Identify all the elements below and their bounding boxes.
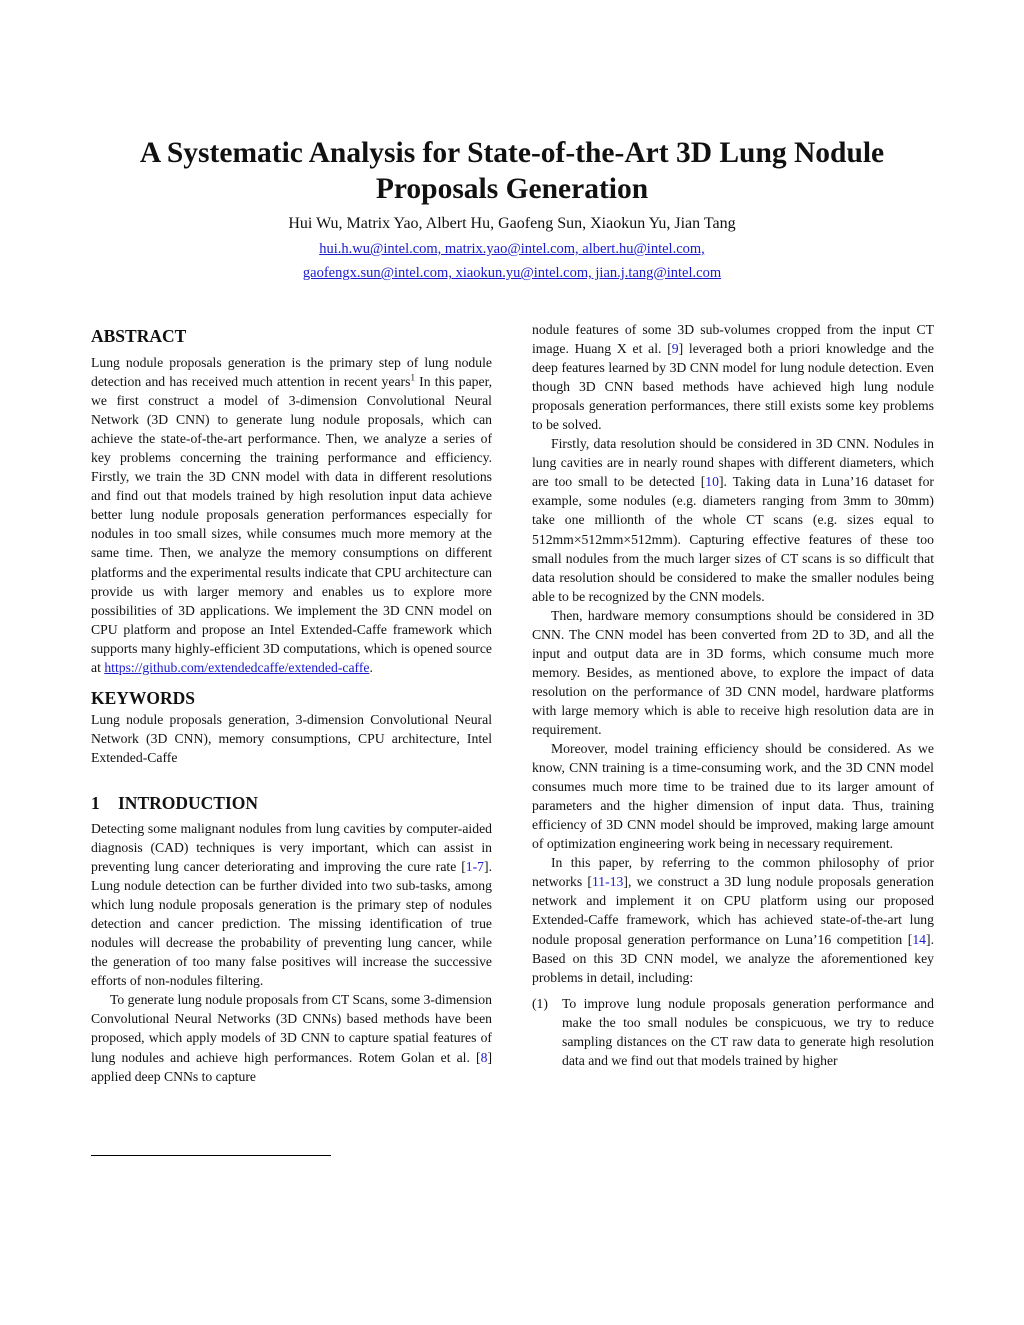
- author-emails: [60, 237, 964, 285]
- email-link-line-1[interactable]: hui.h.wu@intel.com, matrix.yao@intel.com, albert.hu@intel.com,: [319, 241, 705, 257]
- citation-link-1-7[interactable]: 1-7: [465, 859, 485, 875]
- author-list: Hui Wu, Matrix Yao, Albert Hu, Gaofeng Sun, Xiaokun Yu, Jian Tang: [288, 215, 736, 232]
- footnote-marker: 1: [410, 372, 415, 383]
- abstract-text-part-2: In this paper, we first construct a model of 3-dimension Convolutional Neural Network (3D CNN) to generate lung nodule proposals, which can achieve the state-of-the-art performance. Then, we analyze a series of key problems concerning the training performance and efficiency. Firstly, we train the 3D CNN model with data in different resolutions and find out that models trained by high resolution input data achieve better lung nodule proposals generation performances especially for nodules in too small sizes, while consumes much more memory at the same time. Then, we analyze the memory consumptions on different platforms and the experimental results indicate that CPU architecture can provide us with larger memory and enables us to explore more possibilities of 3D applications. We implement the 3D CNN model on CPU platform and propose an Intel Extended-Caffe framework which supports many highly-efficient 3D computations, which is opened source at: [91, 374, 493, 675]
- github-link[interactable]: https://github.com/extendedcaffe/extended-caffe: [104, 659, 370, 675]
- citation-link-11-13[interactable]: 11-13: [591, 874, 624, 890]
- intro-p1-text-a: Detecting some malignant nodules from lung cavities by computer-aided diagnosis (CAD) techniques is very important, which can assist in preventing lung cancer deteriorating and improving the cure rate [: [91, 820, 492, 875]
- right-paragraph-4: Moreover, model training efficiency should be considered. As we know, CNN training is a time-consuming work, and the 3D CNN model consumes much more time to be trained due to its larger amount of parameters and the higher dimension of input data. Thus, training efficiency of 3D CNN model should be improved, making large amount of optimization engineering work being in necessary requirement.: [532, 741, 934, 852]
- abstract-heading: ABSTRACT: [91, 326, 187, 346]
- left-column: [91, 324, 492, 1086]
- paper-title-line-1: A Systematic Analysis for State-of-the-Art 3D Lung Nodule: [139, 137, 885, 169]
- right-paragraph-2: [532, 434, 934, 605]
- keywords-heading: KEYWORDS: [91, 687, 196, 708]
- right-column: [532, 320, 934, 1070]
- footnote-divider: [91, 1155, 331, 1156]
- abstract-text-end: .: [369, 659, 373, 675]
- list-item-text: To improve lung nodule proposals generation performance and make the too small nodules be conspicuous, we try to reduce sampling distances on the CT raw data to generate high resolution data and we find out that models trained by higher: [562, 995, 934, 1068]
- paper-title: [60, 135, 964, 207]
- paper-title-line-2: Proposals Generation: [375, 173, 649, 205]
- introduction-heading: [91, 791, 492, 815]
- right-p1-text-b: ] leveraged both a priori knowledge and the deep features learned by 3D CNN model for lung nodule detection. Even though 3D CNN based methods have achieved high lung nodule proposals generation performances, there still exists some key problems to be solved.: [532, 341, 934, 433]
- keywords-paragraph: Lung nodule proposals generation, 3-dimension Convolutional Neural Network (3D CNN), memory consumptions, CPU architecture, Intel Extended-Caffe: [91, 711, 492, 765]
- intro-paragraph-2: [91, 990, 492, 1085]
- right-p5-text-c: ]. Based on this 3D CNN model, we analyze the aforementioned key problems in detail, including:: [532, 931, 934, 985]
- intro-p1-text-b: ]. Lung nodule detection can be further divided into two sub-tasks, among which lung nodule proposals generation is the primary step of nodules detection and cancer prediction. The missing identification of true nodules will decrease the probability of preventing lung cancer, while the generation of too many false positives will increase the successive efforts of non-nodules filtering.: [91, 859, 492, 989]
- right-paragraph-3: Then, hardware memory consumptions should be considered in 3D CNN. The CNN model has been converted from 2D to 3D, and all the input and output data are in 3D forms, which consume much more memory. Besides, as mentioned above, to explore the impact of data resolution on the performance of 3D CNN model, hardware platforms with large memory which is able to receive high resolution data are in requirement.: [532, 607, 934, 737]
- list-marker: (1): [532, 995, 548, 1011]
- abstract-paragraph: [91, 353, 492, 677]
- right-p2-text-b: ]. Taking data in Luna’16 dataset for example, some nodules (e.g. diameters ranging from 3mm to 30mm) take one millionth of the whole CT scans (e.g. sizes equal to 512mm×512mm×512mm). Capturing effective features of these too small nodules from the much larger sizes of CT scans is so difficult that data resolution should be considered to make the smaller nodules being able to be recognized by the CNN models.: [532, 474, 934, 604]
- right-paragraph-1: [532, 320, 934, 434]
- section-title: INTRODUCTION: [118, 792, 259, 813]
- list-item-1: [532, 994, 934, 1070]
- intro-paragraph-1: [91, 819, 492, 990]
- right-p2-text-a: Firstly, data resolution should be considered in 3D CNN. Nodules in lung cavities are in nearly round shapes with different diameters, which are too small to be detected [: [532, 436, 934, 490]
- citation-link-9[interactable]: 9: [671, 341, 679, 357]
- right-p5-text-a: In this paper, by referring to the common philosophy of prior networks [: [532, 855, 934, 890]
- right-p1-text-a: nodule features of some 3D sub-volumes cropped from the input CT image. Huang X et al. [: [532, 322, 934, 357]
- right-p5-text-b: ], we construct a 3D lung nodule proposals generation network and implement it on CPU platform using our proposed Extended-Caffe framework, which has achieved state-of-the-art lung nodule proposal generation performance on Luna’16 competition [: [532, 874, 934, 947]
- right-paragraph-5: [532, 853, 934, 986]
- section-number: 1: [91, 792, 100, 813]
- abstract-text-part-1: Lung nodule proposals generation is the primary step of lung nodule detection and has received much attention in recent years: [91, 355, 492, 390]
- citation-link-8[interactable]: 8: [480, 1049, 488, 1065]
- email-link-line-2[interactable]: gaofengx.sun@intel.com, xiaokun.yu@intel.com, jian.j.tang@intel.com: [302, 265, 722, 281]
- citation-link-10[interactable]: 10: [705, 474, 719, 490]
- intro-p2-text-a: To generate lung nodule proposals from CT Scans, some 3-dimension Convolutional Neural Networks (3D CNNs) based methods have been proposed, which apply models of 3D CNN to capture spatial features of lung nodules and achieve high performances. Rotem Golan et al. [: [91, 992, 492, 1065]
- citation-link-14[interactable]: 14: [912, 931, 927, 947]
- intro-p2-text-b: ] applied deep CNNs to capture: [91, 1049, 492, 1084]
